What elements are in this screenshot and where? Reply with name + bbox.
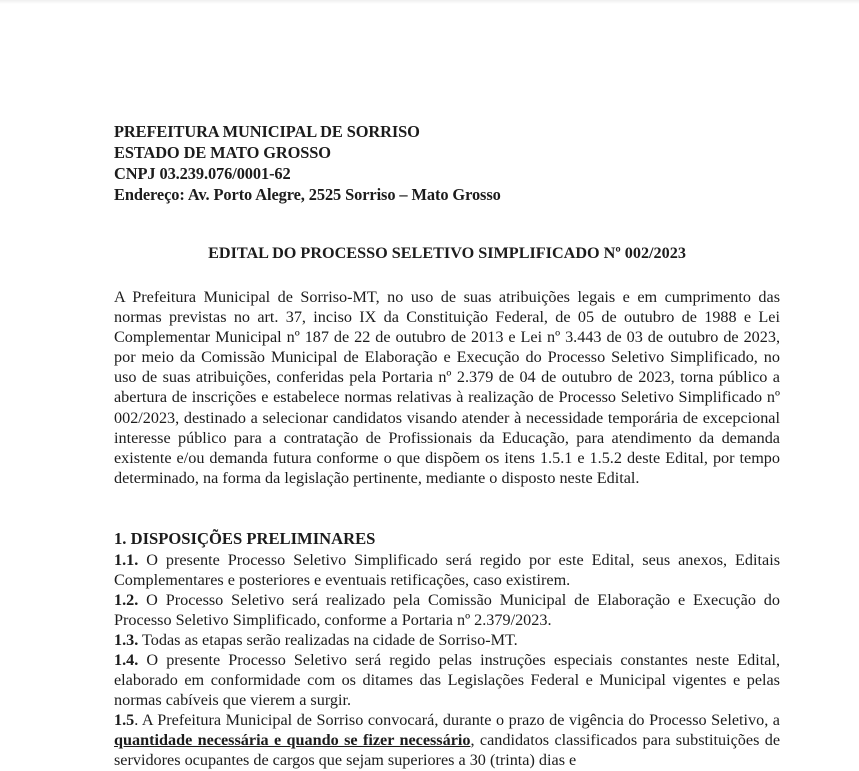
clause-1-5	[114, 710, 780, 770]
intro-paragraph: A Prefeitura Municipal de Sorriso-MT, no uso de suas atribuições legais e em cumprimento das normas previstas no art. 37, inciso IX da Constituição Federal, de 05 de outubro de 1988 e Lei Complementar Municipal nº 187 de 22 de outubro de 2013 e Lei nº 3.443 de 03 de outubro de 2023, por meio da Comissão Municipal de Elaboração e Execução do Processo Seletivo Simplificado, no uso de suas atribuições, conferidas pela Portaria nº 2.379 de 04 de outubro de 2023, torna público a abertura de inscrições e estabelece normas relativas à realização de Processo Seletivo Simplificado nº 002/2023, destinado a selecionar candidatos visando atender à necessidade temporária de excepcional interesse público para a contratação de Profissionais da Educação, para atendimento da demanda existente e/ou demanda futura conforme o que dispõem os itens 1.5.1 e 1.5.2 deste Edital, por tempo determinado, na forma da legislação pertinente, mediante o disposto neste Edital.	[114, 288, 780, 487]
municipality-name: PREFEITURA MUNICIPAL DE SORRISO	[114, 122, 420, 141]
page-top-shadow	[0, 0, 859, 4]
clause-1-2	[114, 590, 780, 630]
letterhead	[114, 121, 780, 205]
clause-text: O presente Processo Seletivo Simplificado será regido por este Edital, seus anexos, Editais Complementares e posteriores e eventuais retificações, caso existirem.	[114, 550, 780, 589]
document-page	[114, 121, 781, 770]
clause-text: Todas as etapas serão realizadas na cidade de Sorriso-MT.	[138, 630, 518, 649]
clause-text-before: . A Prefeitura Municipal de Sorriso convocará, durante o prazo de vigência do Processo Seletivo, a	[134, 711, 780, 730]
document-title: EDITAL DO PROCESSO SELETIVO SIMPLIFICADO Nº 002/2023	[208, 244, 686, 262]
address: Endereço: Av. Porto Alegre, 2525 Sorriso – Mato Grosso	[114, 185, 501, 204]
clause-number: 1.5	[114, 711, 135, 730]
cnpj-number: CNPJ 03.239.076/0001-62	[114, 164, 291, 183]
clause-number: 1.4.	[114, 650, 139, 669]
clause-1-4	[114, 650, 780, 710]
clause-1-3	[114, 630, 780, 650]
clause-text: O presente Processo Seletivo será regido pelas instruções especiais constantes neste Edital, elaborado em conformidade com os ditames das Legislações Federal e Municipal vigentes e pelas normas cabíveis que vierem a surgir.	[114, 650, 780, 710]
section-preliminary-provisions	[114, 529, 780, 771]
clause-text-after: , candidatos classificados para substituições de servidores ocupantes de cargos que sejam superiores a 30 (trinta) dias e	[114, 731, 781, 770]
section-heading: 1. DISPOSIÇÕES PRELIMINARES	[114, 529, 376, 548]
clause-1-1	[114, 550, 780, 590]
clause-number: 1.3.	[114, 630, 139, 649]
clause-text: O Processo Seletivo será realizado pela Comissão Municipal de Elaboração e Execução do Processo Seletivo Simplificado, conforme a Portaria nº 2.379/2023.	[114, 590, 780, 629]
state-name: ESTADO DE MATO GROSSO	[114, 143, 331, 162]
clause-emphasis: quantidade necessária e quando se fizer necessário	[114, 731, 471, 750]
clause-number: 1.1.	[114, 550, 139, 569]
clause-number: 1.2.	[114, 590, 139, 609]
